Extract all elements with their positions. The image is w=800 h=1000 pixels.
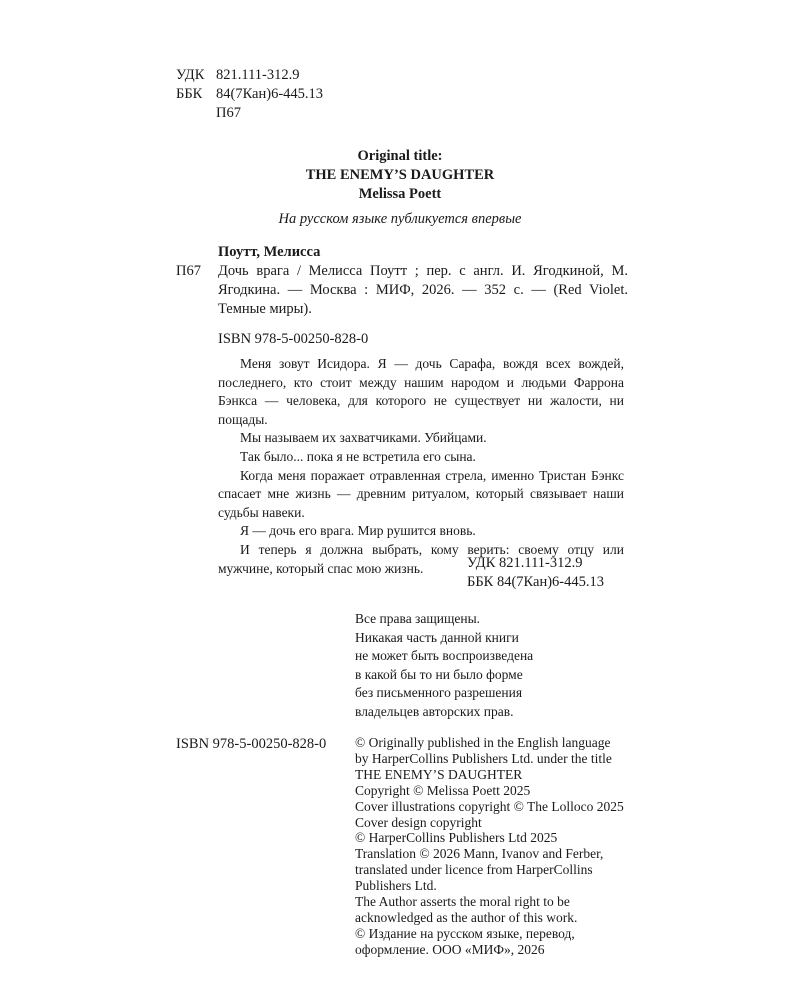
bbk-label: ББК [176, 86, 203, 102]
udk-value: 821.111-312.9 [216, 67, 300, 83]
classification-repeat [467, 554, 604, 592]
catalog-code: П67 [176, 263, 201, 279]
copyright-line: оформление. ООО «МИФ», 2026 [355, 941, 545, 957]
copyright-line: Cover illustrations copyright © The Lolloco 2025 [355, 798, 624, 814]
original-author: Melissa Poett [358, 186, 442, 202]
original-title-heading: Original title: [357, 148, 443, 164]
rights-line: не может быть воспроизведена [355, 648, 534, 664]
rights-line: владельцев авторских прав. [355, 703, 514, 719]
rights-notice [355, 610, 533, 722]
copyright-line: © HarperCollins Publishers Ltd 2025 [355, 830, 558, 846]
copyright-line: © Издание на русском языке, перевод, [355, 925, 575, 941]
author-code: П67 [216, 105, 241, 121]
catalog-isbn: ISBN 978-5-00250-828-0 [218, 331, 369, 347]
copyright-line: translated under licence from HarperCollins [355, 862, 593, 878]
copyright-line: Publishers Ltd. [355, 878, 437, 894]
author-code-row [176, 104, 323, 123]
annotation-paragraph: Так было... пока я не встретила его сына. [240, 448, 476, 464]
udk-label: УДК [176, 67, 205, 83]
copyright-line: by HarperCollins Publishers Ltd. under the title [355, 750, 612, 766]
catalog-author-heading: Поутт, Мелисса [218, 244, 321, 260]
rights-line: без письменного разрешения [355, 685, 523, 701]
copyright-line: Cover design copyright [355, 814, 482, 830]
rights-line: Никакая часть данной книги [355, 629, 519, 645]
copyright-line: The Author asserts the moral right to be [355, 894, 570, 910]
bbk-row [176, 85, 323, 104]
annotation-paragraph: Мы называем их захватчиками. Убийцами. [240, 430, 487, 446]
copyright-line: acknowledged as the author of this work. [355, 909, 578, 925]
copyright-line: THE ENEMY’S DAUGHTER [355, 766, 523, 782]
rights-line: Все права защищены. [355, 611, 481, 626]
copyright-block [355, 735, 624, 958]
annotation-paragraph: Я — дочь его врага. Мир рушится вновь. [240, 523, 476, 539]
annotation-paragraph: Когда меня поражает отравленная стрела, именно Тристан Бэнкс спасает мне жизнь — древним ритуалом, который связывает наши судьбы навеки. [218, 467, 624, 520]
rights-line: в какой бы то ни было форме [355, 666, 523, 682]
annotation-paragraph: И теперь я должна выбрать, кому верить: своему отцу или мужчине, который спас мою жизнь. [218, 541, 624, 576]
annotation-paragraph: Меня зовут Исидора. Я — дочь Сарафа, вождя всех вождей, последнего, кто стоит между нашим народом и людьми Фаррона Бэнкса — человека, для которого не существует ни жалости, ни пощады. [218, 356, 624, 427]
copyright-line: Copyright © Melissa Poett 2025 [355, 782, 531, 798]
classification-codes [176, 66, 323, 123]
bbk-value: 84(7Кан)6-445.13 [216, 86, 324, 102]
copyright-line: Translation © 2026 Mann, Ivanov and Ferber, [355, 846, 604, 862]
original-title-block [0, 147, 800, 204]
original-title: THE ENEMY’S DAUGHTER [305, 167, 495, 183]
annotation [218, 355, 624, 578]
udk-row [176, 66, 323, 85]
bbk-repeat: ББК 84(7Кан)6-445.13 [467, 574, 604, 590]
udk-repeat: УДК 821.111-312.9 [467, 555, 583, 571]
catalog-description: Дочь врага / Мелисса Поутт ; пер. с англ. И. Ягодкиной, М. Ягодкина. — Москва : МИФ, 2026. — 352 с. — (Red Violet. Темные миры). [218, 263, 628, 317]
isbn-footer: ISBN 978-5-00250-828-0 [176, 736, 327, 752]
copyright-line: © Originally published in the English language [355, 735, 611, 750]
first-publication-note: На русском языке публикуется впервые [278, 211, 522, 227]
